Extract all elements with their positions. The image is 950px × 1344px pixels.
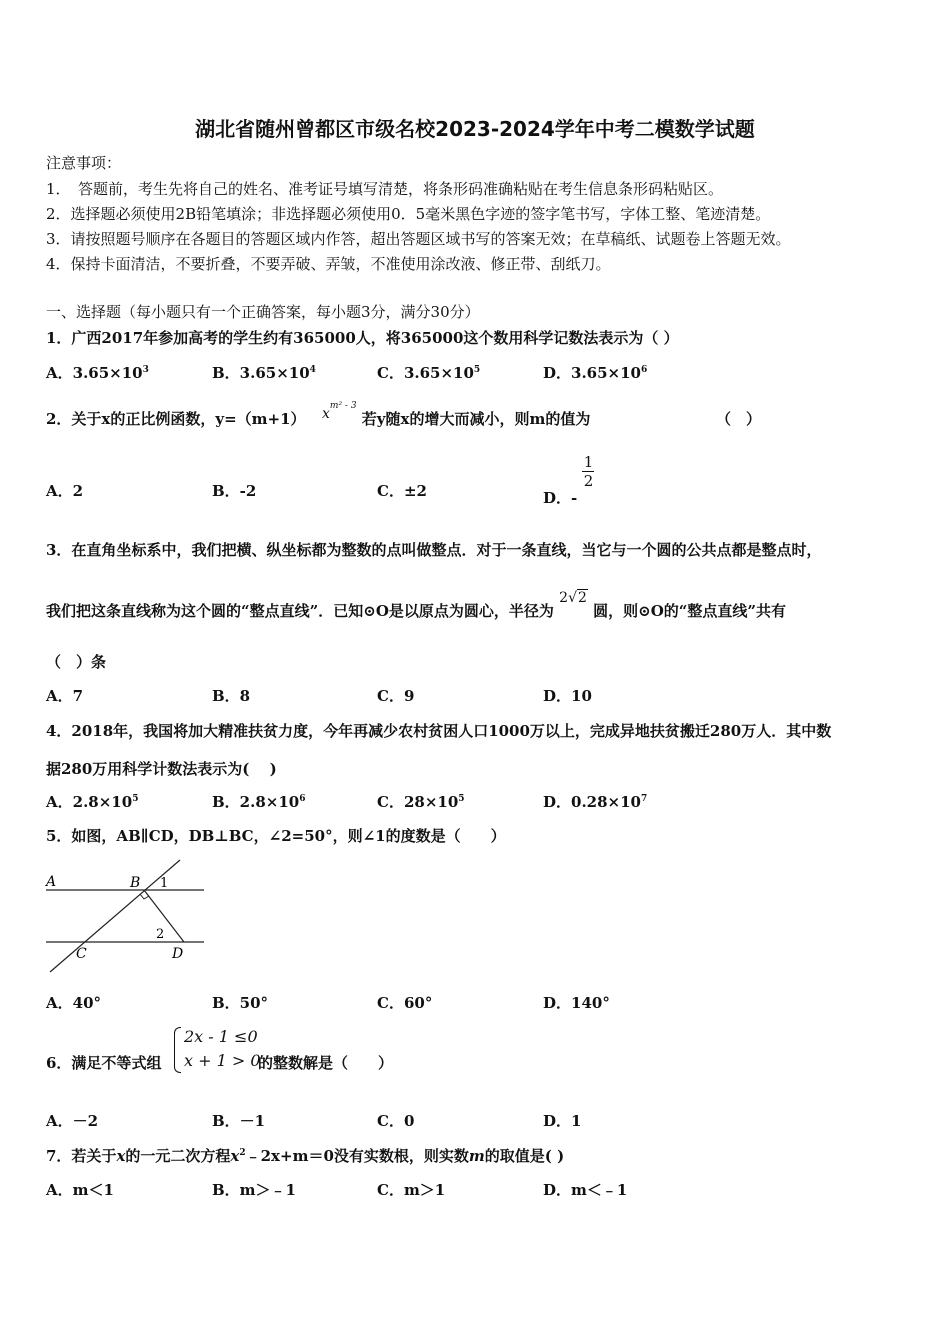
question-4-line-1: 4．2018年，我国将加大精准扶贫力度，今年再减少农村贫困人口1000万以上，完成异地扶贫搬迁280万人．其中数: [46, 722, 832, 740]
q2-exponent: m² - 3: [329, 401, 357, 411]
q3-radius-root: 2√2: [559, 590, 587, 606]
q5-option-d[interactable]: D．140°: [543, 994, 610, 1012]
question-7-stem: [46, 1145, 564, 1166]
page-title: 湖北省随州曾都区市级名校2023-2024学年中考二模数学试题: [195, 117, 755, 141]
q7-option-b[interactable]: B．m＞﹣1: [212, 1181, 296, 1199]
label-angle-1: 1: [160, 876, 169, 891]
question-5-stem: 5．如图，AB∥CD，DB⊥BC，∠2=50°，则∠1的度数是（ ）: [46, 827, 506, 845]
q3-option-c[interactable]: C．9: [377, 687, 415, 705]
q7-stem-a: 7．若关于: [46, 1147, 117, 1165]
q6-stem-b: 的整数解是（ ）: [258, 1054, 394, 1072]
q2-option-b[interactable]: B．-2: [212, 482, 257, 500]
q7-option-c[interactable]: C．m＞1: [377, 1181, 446, 1199]
q7-x: x: [116, 1147, 126, 1165]
q2-option-d-fraction: [582, 453, 594, 490]
q2-stem-a: 2．关于x的正比例函数，y=（m+1）: [46, 410, 306, 428]
q2-paren: （ ）: [716, 410, 762, 428]
label-a: A: [46, 874, 57, 890]
q3-line2-a: 我们把这条直线称为这个圆的“整点直线”．已知⊙O是以原点为圆心，半径为: [46, 602, 554, 620]
q4-option-d[interactable]: D．$0.28\times 10^7$: [543, 793, 648, 811]
q7-m: m: [468, 1147, 485, 1165]
note-item-2: 2．选择题必须使用2B铅笔填涂；非选择题必须使用0．5毫米黑色字迹的签字笔书写，字体工整、笔迹清楚。: [46, 205, 771, 223]
q7-eq-x: x: [230, 1147, 240, 1165]
note-item-4: 4．保持卡面清洁，不要折叠，不要弄破、弄皱，不准使用涂改液、修正带、刮纸刀。: [46, 255, 611, 273]
q7-eq-rest: ﹣2x+m＝0没有实数根，则实数: [245, 1147, 469, 1165]
q4-option-a[interactable]: A．$2.8\times 10^5$: [46, 793, 139, 811]
q7-stem-b: 的一元二次方程: [125, 1147, 231, 1165]
q2-variable: x: [322, 406, 330, 422]
q1-option-d[interactable]: D．$3.65\times 10^6$: [543, 364, 648, 382]
q1-option-b[interactable]: B．$3.65\times 10^4$: [212, 364, 316, 382]
note-item-3: 3．请按照题号顺序在各题目的答题区域内作答，超出答题区域书写的答案无效；在草稿纸、试题卷上答题无效。: [46, 230, 791, 248]
question-3-line-1: 3．在直角坐标系中，我们把横、纵坐标都为整数的点叫做整点．对于一条直线，当它与一个圆的公共点都是整点时，: [46, 541, 822, 559]
q2-stem-b: 若y随x的增大而减小，则m的值为: [361, 410, 591, 428]
notes-heading: 注意事项：: [46, 154, 122, 172]
fraction-numerator: 1: [583, 453, 594, 471]
q6-option-a[interactable]: A．－2: [46, 1112, 99, 1130]
inequality-2: x + 1 > 0: [184, 1051, 261, 1070]
q7-eq-exp: 2: [239, 1148, 246, 1158]
q7-option-a[interactable]: A．m＜1: [46, 1181, 114, 1199]
question-1-stem: 1．广西2017年参加高考的学生约有365000人，将365000这个数用科学记数法表示为（ ）: [46, 329, 679, 347]
q2-option-a[interactable]: A．2: [46, 482, 84, 500]
question-3-line-2: [46, 590, 787, 621]
q6-option-d[interactable]: D．1: [543, 1112, 582, 1130]
q4-option-b[interactable]: B．$2.8\times 10^6$: [212, 793, 306, 811]
q3-option-b[interactable]: B．8: [212, 687, 251, 705]
q7-stem-c: 的取值是( ): [484, 1147, 565, 1165]
q3-line2-b: 圆，则⊙O的“整点直线”共有: [593, 602, 787, 620]
question-2-stem: [46, 401, 591, 429]
section-heading: 一、选择题（每小题只有一个正确答案，每小题3分，满分30分）: [46, 303, 480, 321]
q6-stem-a: 6．满足不等式组: [46, 1054, 162, 1072]
inequality-1: 2x - 1 ≤0: [184, 1027, 258, 1046]
q5-option-a[interactable]: A．40°: [46, 994, 102, 1012]
q2-option-c[interactable]: C．±2: [377, 482, 427, 500]
q6-option-c[interactable]: C．0: [377, 1112, 415, 1130]
q4-option-c[interactable]: C．$28\times 10^5$: [377, 793, 465, 811]
label-b: B: [130, 875, 141, 891]
note-item-1: 1． 答题前，考生先将自己的姓名、准考证号填写清楚，将条形码准确粘贴在考生信息条形码粘贴区。: [46, 180, 724, 198]
label-c: C: [76, 946, 87, 962]
q7-option-d[interactable]: D．m＜﹣1: [543, 1181, 628, 1199]
inequality-system: [174, 1025, 261, 1073]
fraction-denominator: 2: [583, 472, 594, 490]
q5-option-b[interactable]: B．50°: [212, 994, 269, 1012]
q1-option-a[interactable]: A．$3.65\times 10^3$: [46, 364, 149, 382]
label-d: D: [172, 946, 184, 962]
question-3-line-3: （ ）条: [46, 653, 107, 671]
brace: [174, 1027, 181, 1073]
q6-inequality-system: [174, 1025, 261, 1073]
q3-option-d[interactable]: D．10: [543, 687, 592, 705]
q2-option-d[interactable]: [543, 453, 594, 507]
q3-radius-coef: 2: [559, 590, 569, 606]
q1-option-c[interactable]: C．$3.65\times 10^5$: [377, 364, 481, 382]
question-4-line-2: 据280万用科学计数法表示为( ): [46, 760, 277, 778]
q3-option-a[interactable]: A．7: [46, 687, 84, 705]
q5-option-c[interactable]: C．60°: [377, 994, 433, 1012]
q3-radius-radicand: 2: [577, 590, 587, 606]
label-angle-2: 2: [156, 927, 165, 942]
q5-geometry-figure: [44, 856, 206, 976]
q6-option-b[interactable]: B．－1: [212, 1112, 266, 1130]
q2-option-d-label: D．-: [543, 488, 578, 507]
